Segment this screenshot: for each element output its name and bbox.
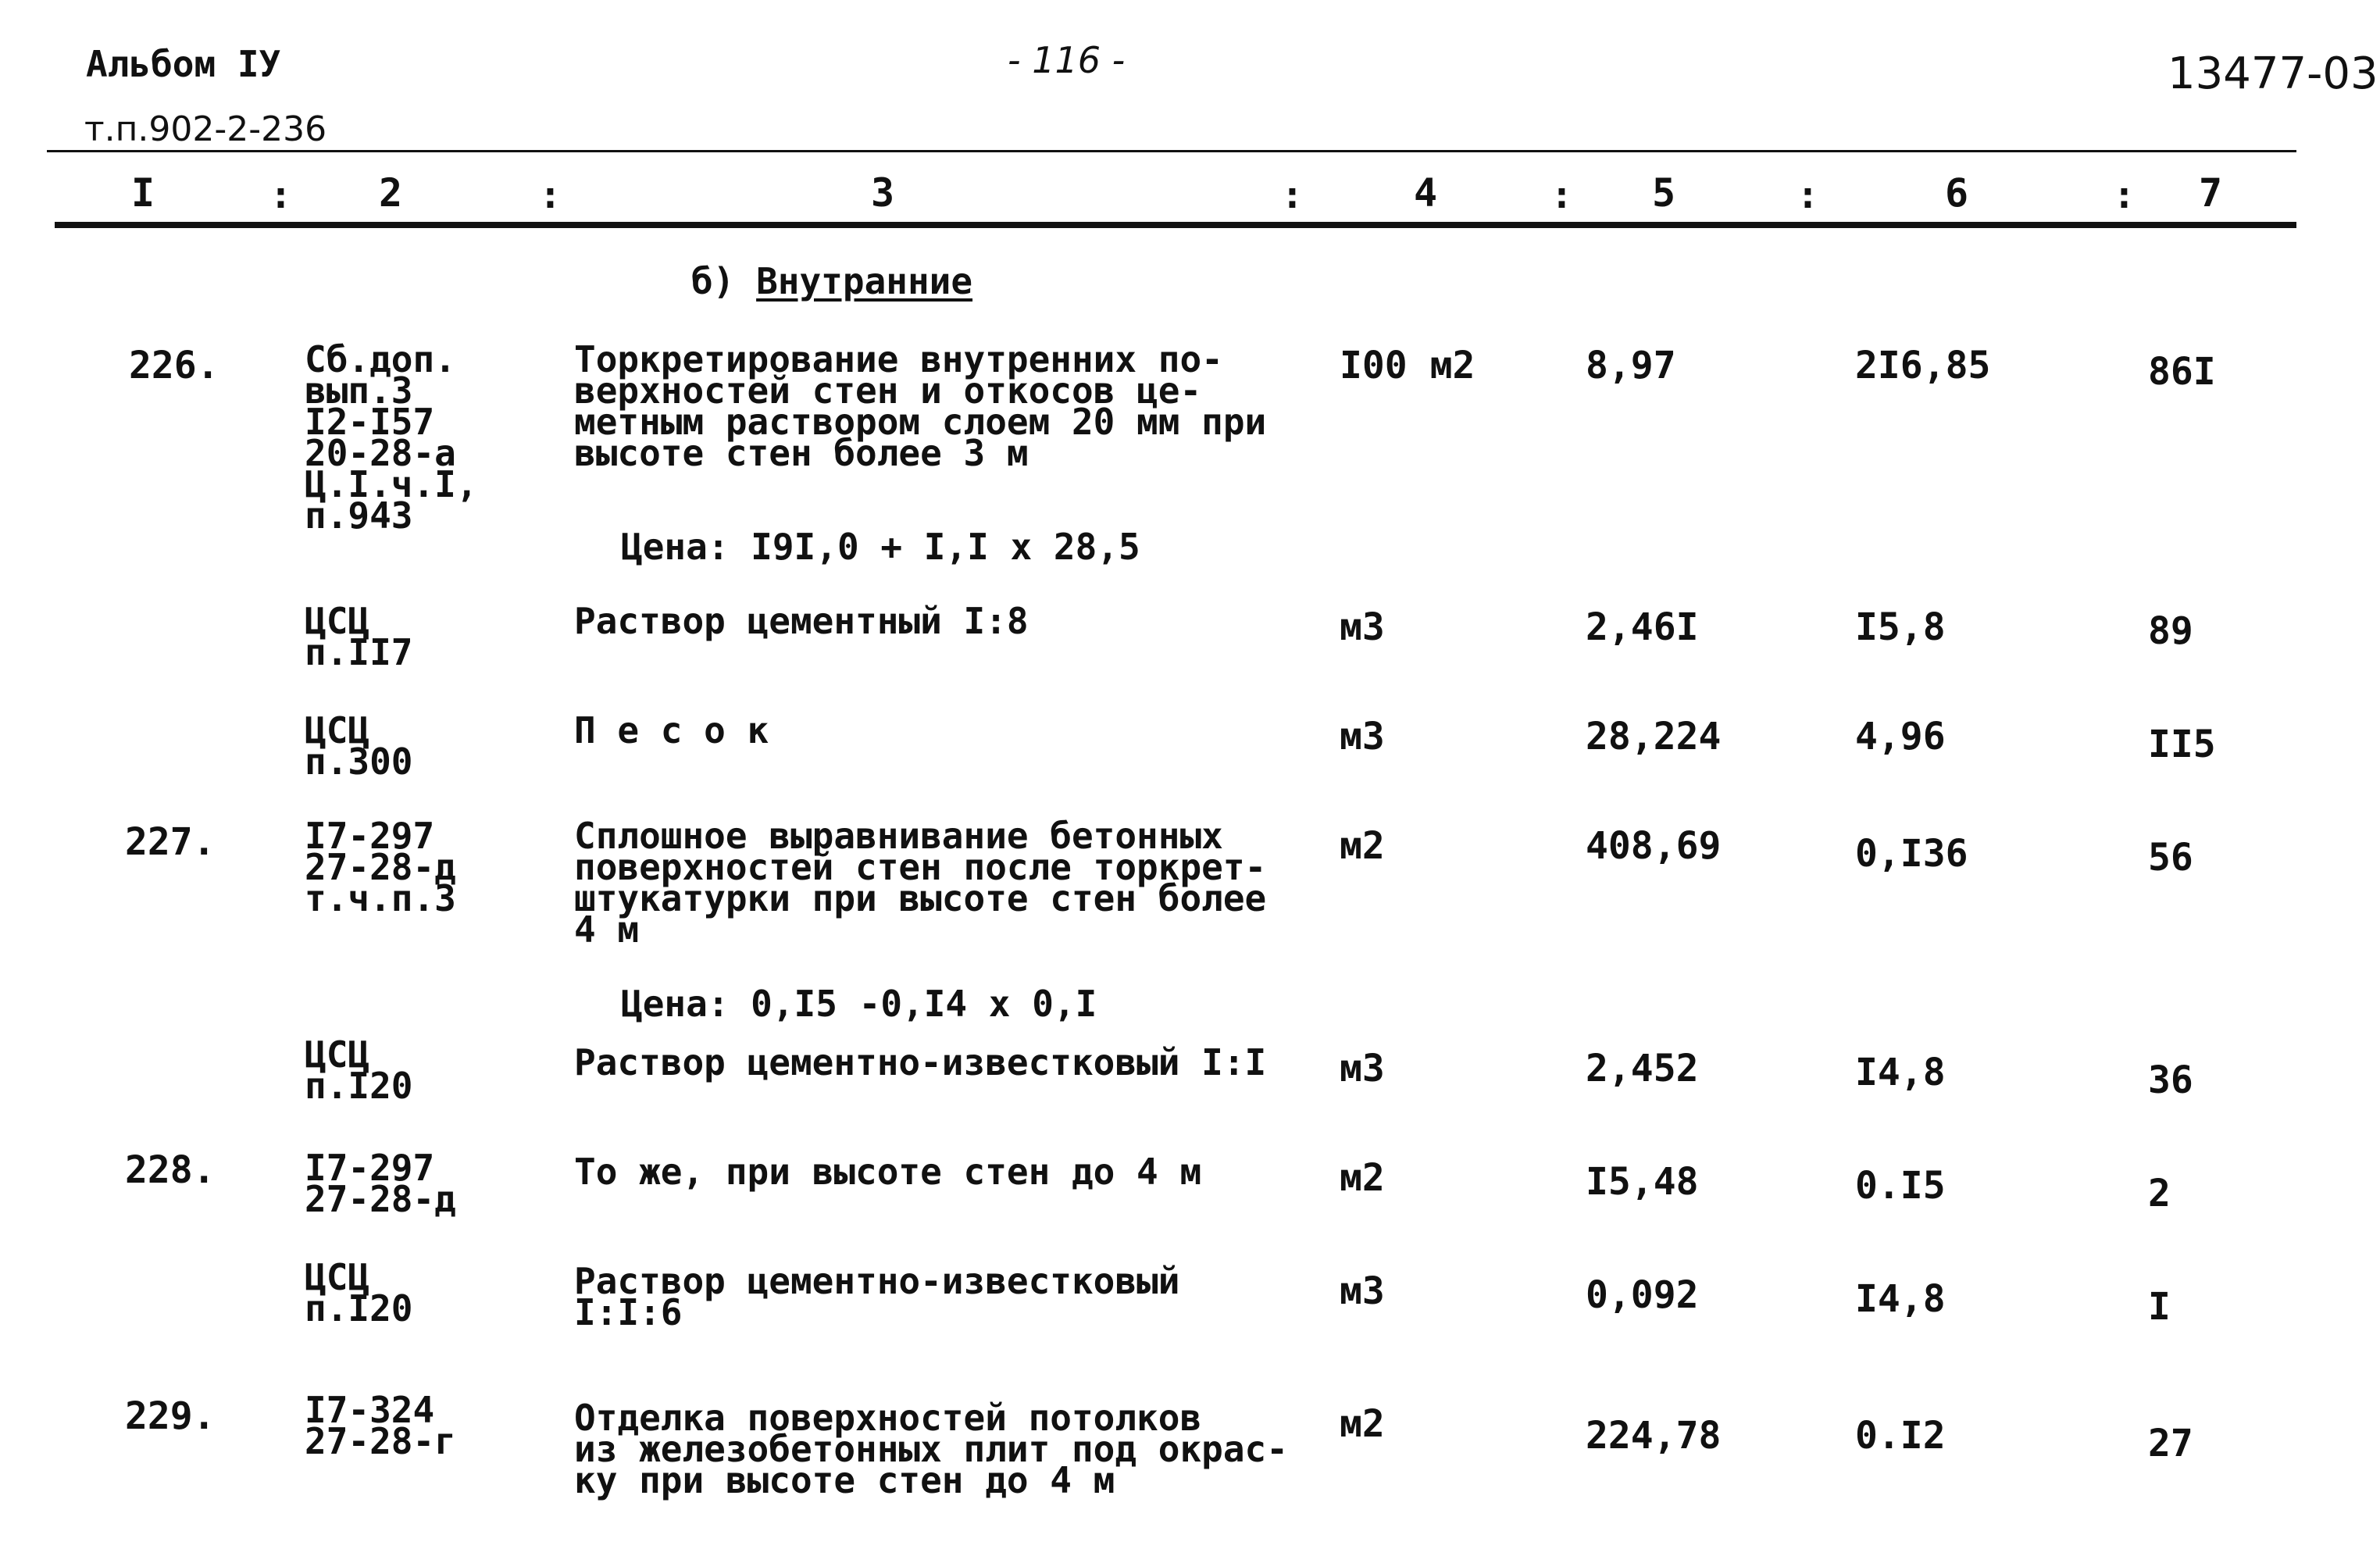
row-description: Раствор цементно-известковый I:I (574, 1041, 1267, 1083)
column-header-rule (55, 222, 2296, 228)
row-description: Раствор цементный I:8 (574, 600, 1029, 642)
row-code: I7-297 27-28-д т.ч.п.3 (305, 815, 456, 919)
row-unit: м2 (1340, 824, 1385, 868)
row-description: Раствор цементно-известковый I:I:6 (574, 1260, 1180, 1333)
row-unit: м3 (1340, 1269, 1385, 1313)
col-header-6: 6 (1945, 170, 1969, 216)
project-number: т.п.902-2-236 (84, 109, 327, 149)
row-code: ЦСЦ п.II7 (305, 600, 413, 673)
row-quantity: 28,224 (1586, 715, 1722, 758)
row-quantity: I5,48 (1586, 1160, 1699, 1204)
row-description: Сплошное выравнивание бетонных поверхностей стен после торкрет- штукатурки при высоте стен более 4 м (574, 815, 1267, 951)
section-title-prefix: б) (691, 260, 735, 302)
row-number: 227. (125, 820, 216, 864)
header-rule (47, 150, 2296, 152)
col-separator: : (2113, 173, 2136, 217)
col-header-3: 3 (871, 170, 895, 216)
document-code: 13477-03 (2168, 48, 2378, 99)
row-rate: I5,8 (1855, 605, 1946, 649)
row-rate: 0,I36 (1855, 832, 1968, 876)
section-title-text: Внутранние (756, 260, 973, 302)
row-total: 86I (2148, 350, 2216, 394)
row-rate: 2I6,85 (1855, 344, 1991, 387)
row-description: Торкретирование внутренних по- верхностей стен и откосов це- метным раствором слоем 20 мм при высоте стен более 3 м (574, 338, 1267, 474)
row-description: То же, при высоте стен до 4 м (574, 1151, 1202, 1193)
row-code: ЦСЦ п.300 (305, 709, 413, 783)
row-quantity: 408,69 (1586, 824, 1722, 868)
row-unit: м2 (1340, 1402, 1385, 1446)
row-code: Сб.доп. вып.3 I2-I57 20-28-а Ц.I.ч.I, п.943 (305, 338, 478, 537)
album-label: Альбом IУ (86, 43, 281, 85)
row-quantity: 2,452 (1586, 1047, 1699, 1090)
row-number: 229. (125, 1394, 216, 1438)
col-separator: : (1281, 173, 1304, 217)
col-header-4: 4 (1414, 170, 1438, 216)
row-price: Цена: I9I,0 + I,I x 28,5 (621, 526, 1140, 568)
row-number: 228. (125, 1148, 216, 1192)
row-total: 27 (2148, 1422, 2193, 1465)
page-number: - 116 - (1008, 39, 1126, 81)
row-total: II5 (2148, 723, 2216, 766)
row-rate: 0.I5 (1855, 1164, 1946, 1208)
col-separator: : (539, 173, 562, 217)
col-separator: : (269, 173, 292, 217)
row-rate: I4,8 (1855, 1051, 1946, 1094)
row-rate: 0.I2 (1855, 1414, 1946, 1458)
col-separator: : (1797, 173, 1819, 217)
row-unit: м3 (1340, 715, 1385, 758)
col-header-1: I (131, 170, 155, 216)
col-header-5: 5 (1652, 170, 1676, 216)
row-total: 56 (2148, 836, 2193, 880)
row-quantity: 224,78 (1586, 1414, 1722, 1458)
row-quantity: 0,092 (1586, 1273, 1699, 1317)
row-rate: 4,96 (1855, 715, 1946, 758)
row-unit: м3 (1340, 1047, 1385, 1090)
row-code: ЦСЦ п.I20 (305, 1256, 413, 1329)
row-quantity: 2,46I (1586, 605, 1699, 649)
row-total: 89 (2148, 609, 2193, 653)
row-code: ЦСЦ п.I20 (305, 1033, 413, 1107)
row-unit: I00 м2 (1340, 344, 1475, 387)
row-unit: м3 (1340, 605, 1385, 649)
row-rate: I4,8 (1855, 1277, 1946, 1321)
row-price: Цена: 0,I5 -0,I4 x 0,I (621, 983, 1097, 1025)
row-number: 226. (129, 344, 219, 387)
row-total: 2 (2148, 1172, 2171, 1215)
col-header-2: 2 (379, 170, 403, 216)
col-header-7: 7 (2199, 170, 2223, 216)
row-total: 36 (2148, 1058, 2193, 1102)
row-quantity: 8,97 (1586, 344, 1676, 387)
row-total: I (2148, 1285, 2171, 1329)
section-title (691, 260, 973, 302)
row-code: I7-297 27-28-д (305, 1147, 456, 1220)
col-separator: : (1550, 173, 1573, 217)
row-description: Отделка поверхностей потолков из железобетонных плит под окрас- ку при высоте стен до 4 м (574, 1397, 1288, 1501)
row-unit: м2 (1340, 1156, 1385, 1200)
row-description: П е с о к (574, 709, 769, 751)
row-code: I7-324 27-28-г (305, 1389, 456, 1462)
